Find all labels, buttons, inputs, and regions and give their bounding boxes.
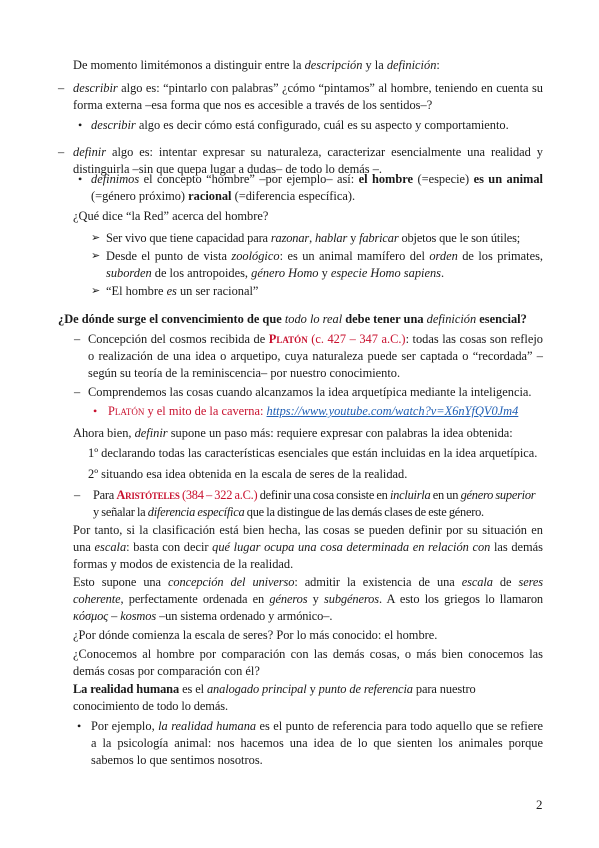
red-item-term: zoológico bbox=[231, 249, 280, 263]
realidad-text: es el bbox=[179, 682, 207, 696]
red-item-term: razonar bbox=[270, 231, 310, 245]
dash-marker: – bbox=[74, 332, 81, 346]
concepcion-term: kosmos bbox=[120, 609, 157, 623]
term-el-hombre: el hombre bbox=[358, 172, 414, 186]
aristoteles-text: que la distingue de las demás clases de este género. bbox=[244, 505, 484, 519]
por-tanto-term: qué lugar ocupa una cosa determinada en relación con bbox=[212, 540, 491, 554]
concepcion-text: – bbox=[108, 609, 121, 623]
definir-sub-text: el concepto “hombre” –por ejemplo– así: bbox=[139, 172, 359, 186]
concepcion-paragraph bbox=[73, 574, 543, 625]
realidad-term: analogado principal bbox=[206, 682, 307, 696]
definir-sub-paragraph bbox=[91, 171, 543, 205]
dash-marker: – bbox=[74, 488, 81, 502]
red-item-text: Ser vivo que tiene capacidad para bbox=[106, 231, 271, 245]
red-item-3 bbox=[106, 283, 543, 300]
red-item-text: , bbox=[309, 231, 315, 245]
describir-paragraph bbox=[73, 80, 543, 114]
describir-sub-term: describir bbox=[91, 118, 136, 132]
arrow-bullet-icon: ➢ bbox=[91, 232, 101, 244]
heading-text: esencial? bbox=[476, 312, 527, 326]
red-item-text: y bbox=[347, 231, 360, 245]
term-racional: racional bbox=[188, 189, 232, 203]
realidad-term: punto de referencia bbox=[318, 682, 413, 696]
platon-dates: (c. 427 – 347 a.C.) bbox=[307, 332, 406, 346]
term-es-un-animal: es un animal bbox=[473, 172, 543, 186]
aristoteles-text: y señalar la bbox=[93, 505, 148, 519]
definir-paso-text: supone un paso más: requiere expresar con palabras la idea obtenida: bbox=[167, 426, 513, 440]
section-heading bbox=[58, 311, 548, 328]
red-item-text: de los primates, bbox=[457, 249, 544, 263]
red-item-text: Desde el punto de vista bbox=[106, 249, 232, 263]
concepcion-text: –un sistema ordenado y armónico–. bbox=[156, 609, 333, 623]
aristoteles-term: género superior bbox=[460, 488, 536, 502]
heading-text: debe tener una bbox=[342, 312, 427, 326]
red-item-text: de los antropoides, bbox=[151, 266, 252, 280]
red-item-text: “El hombre bbox=[106, 284, 167, 298]
definir-paso-term: definir bbox=[134, 426, 168, 440]
realidad-humana-paragraph bbox=[73, 681, 543, 715]
aristoteles-text: definir una cosa consiste en bbox=[257, 488, 390, 502]
red-item-text: un ser racional” bbox=[176, 284, 259, 298]
concepcion-text: y bbox=[307, 592, 325, 606]
aristoteles-dates: (384 – 322 a.C.) bbox=[179, 488, 258, 502]
definir-paso-text: Ahora bien, bbox=[73, 426, 135, 440]
por-tanto-term: escala bbox=[94, 540, 127, 554]
concepcion-text: de bbox=[492, 575, 519, 589]
describir-term: describir bbox=[73, 81, 118, 95]
aristoteles-text: en un bbox=[430, 488, 461, 502]
definir-text: algo es: intentar expresar su naturaleza, caracterizar esencialmente una realidad y distinguirla –sin que quepa lugar a dudas– de todo lo demás –. bbox=[73, 145, 543, 176]
red-item-term: especie Homo sapiens bbox=[330, 266, 441, 280]
intro-paragraph bbox=[73, 57, 533, 74]
platon-text: Concepción del cosmos recibida de bbox=[88, 332, 269, 346]
red-item-1 bbox=[106, 230, 543, 247]
aristoteles-term: incluirla bbox=[389, 488, 431, 502]
definir-sub-text: (=diferencia específica). bbox=[231, 189, 356, 203]
realidad-text: y bbox=[306, 682, 319, 696]
concepcion-text: Esto supone una bbox=[73, 575, 169, 589]
caverna-label: y el mito de la caverna: bbox=[144, 404, 267, 418]
ejemplo-text: es el punto de referencia para todo aquello que se refiere a la psicología animal: nos hacemos una idea de lo que sienten los animales porque sabemos lo que sentimos nosotros. bbox=[91, 719, 543, 767]
step-2: 2º situando esa idea obtenida en la escala de seres de la realidad. bbox=[88, 467, 408, 481]
ejemplo-term: la realidad humana bbox=[158, 719, 257, 733]
red-item-text: y bbox=[318, 266, 331, 280]
youtube-link[interactable]: https://www.youtube.com/watch?v=X6nYfQV0Jm4 bbox=[266, 404, 519, 418]
por-tanto-paragraph bbox=[73, 522, 543, 573]
step-1: 1º declarando todas las características esenciales que están incluidas en la idea arquetípica. bbox=[88, 446, 538, 460]
red-item-term: orden bbox=[429, 249, 458, 263]
question-comparacion: ¿Conocemos al hombre por comparación con las demás cosas, o más bien conocemos las demás cosas por comparación con él? bbox=[73, 647, 543, 678]
red-question: ¿Qué dice “la Red” acerca del hombre? bbox=[73, 209, 269, 223]
describir-sub-paragraph bbox=[91, 117, 543, 134]
definir-term: definir bbox=[73, 145, 107, 159]
dash-marker: – bbox=[74, 385, 81, 399]
aristoteles-text: Para bbox=[93, 488, 117, 502]
caverna-link-row bbox=[108, 403, 548, 420]
concepcion-text: . A esto los griegos lo llamaron bbox=[379, 592, 544, 606]
realidad-text: para nuestro conocimiento de todo lo demás. bbox=[73, 682, 476, 713]
aristoteles-term: diferencia específica bbox=[147, 505, 245, 519]
heading-text: ¿De dónde surge el convencimiento de que bbox=[58, 312, 285, 326]
red-item-term: fabricar bbox=[359, 231, 399, 245]
platon-paragraph bbox=[88, 331, 543, 382]
por-tanto-text: las demás formas y modos de existencia de la realidad. bbox=[73, 540, 543, 571]
heading-term: todo lo real bbox=[284, 312, 343, 326]
platon-text: : todas las cosas son reflejo o realización de una idea o arquetipo, cuya naturaleza puede ser captada o “recordada” –según su teoría de la reminiscencia– por nuestro conocimiento. bbox=[88, 332, 543, 380]
concepcion-term: géneros bbox=[269, 592, 308, 606]
bullet-marker: • bbox=[93, 404, 98, 418]
red-item-2 bbox=[106, 248, 543, 282]
concepcion-term: subgéneros bbox=[324, 592, 379, 606]
por-tanto-text: : basta con decir bbox=[126, 540, 213, 554]
page-number: 2 bbox=[536, 797, 543, 812]
concepcion-greek-term: κόσμος bbox=[73, 609, 109, 623]
red-item-term: es bbox=[166, 284, 177, 298]
arrow-bullet-icon: ➢ bbox=[91, 285, 101, 297]
dash-marker: – bbox=[58, 145, 65, 159]
intro-text: y la bbox=[362, 58, 387, 72]
definir-paso-paragraph bbox=[73, 425, 543, 442]
bullet-marker: • bbox=[78, 118, 83, 132]
definir-sub-text: (=género próximo) bbox=[91, 189, 189, 203]
question-escala: ¿Por dónde comienza la escala de seres? Por lo más conocido: el hombre. bbox=[73, 628, 438, 642]
platon-name: Platón bbox=[268, 332, 308, 346]
definir-sub-text: (=especie) bbox=[413, 172, 474, 186]
intro-term-definicion: definición bbox=[386, 58, 437, 72]
intro-term-descripcion: descripción bbox=[304, 58, 363, 72]
concepcion-text: , perfectamente ordenada en bbox=[120, 592, 270, 606]
aristoteles-paragraph bbox=[93, 487, 543, 521]
bullet-marker: • bbox=[78, 172, 83, 186]
dash-marker: – bbox=[58, 81, 65, 95]
concepcion-text: : admitir la existencia de una bbox=[294, 575, 462, 589]
caverna-label-name: Platón bbox=[108, 404, 145, 418]
red-item-term: suborden bbox=[106, 266, 152, 280]
arrow-bullet-icon: ➢ bbox=[91, 250, 101, 262]
red-item-text: : es un animal mamífero del bbox=[279, 249, 430, 263]
intro-text: De momento limitémonos a distinguir entre la bbox=[73, 58, 305, 72]
aristoteles-name: Aristóteles bbox=[116, 488, 180, 502]
red-item-term: género Homo bbox=[251, 266, 319, 280]
concepcion-term: escala bbox=[461, 575, 493, 589]
ejemplo-text: Por ejemplo, bbox=[91, 719, 159, 733]
realidad-humana-term: La realidad humana bbox=[73, 682, 180, 696]
describir-sub-text: algo es decir cómo está configurado, cuál es su aspecto y comportamiento. bbox=[135, 118, 509, 132]
bullet-marker: • bbox=[77, 719, 82, 733]
heading-term: definición bbox=[426, 312, 477, 326]
comprendemos-paragraph: Comprendemos las cosas cuando alcanzamos la idea arquetípica mediante la inteligencia. bbox=[88, 385, 532, 399]
intro-text: : bbox=[436, 58, 440, 72]
definir-sub-term: definimos bbox=[91, 172, 140, 186]
por-tanto-text: Por tanto, si la clasificación está bien hecha, las cosas se pueden definir por su situación en una bbox=[73, 523, 543, 554]
red-item-term: hablar bbox=[314, 231, 348, 245]
red-item-text: objetos que le son útiles; bbox=[398, 231, 521, 245]
describir-text: algo es: “pintarlo con palabras” ¿cómo “pintamos” al hombre, teniendo en cuenta su forma externa –esa forma que nos es accesible a través de los sentidos–? bbox=[73, 81, 543, 112]
concepcion-term: seres coherente bbox=[73, 575, 544, 606]
ejemplo-paragraph bbox=[91, 718, 543, 769]
red-item-text: . bbox=[440, 266, 445, 280]
concepcion-term: concepción del universo bbox=[168, 575, 295, 589]
